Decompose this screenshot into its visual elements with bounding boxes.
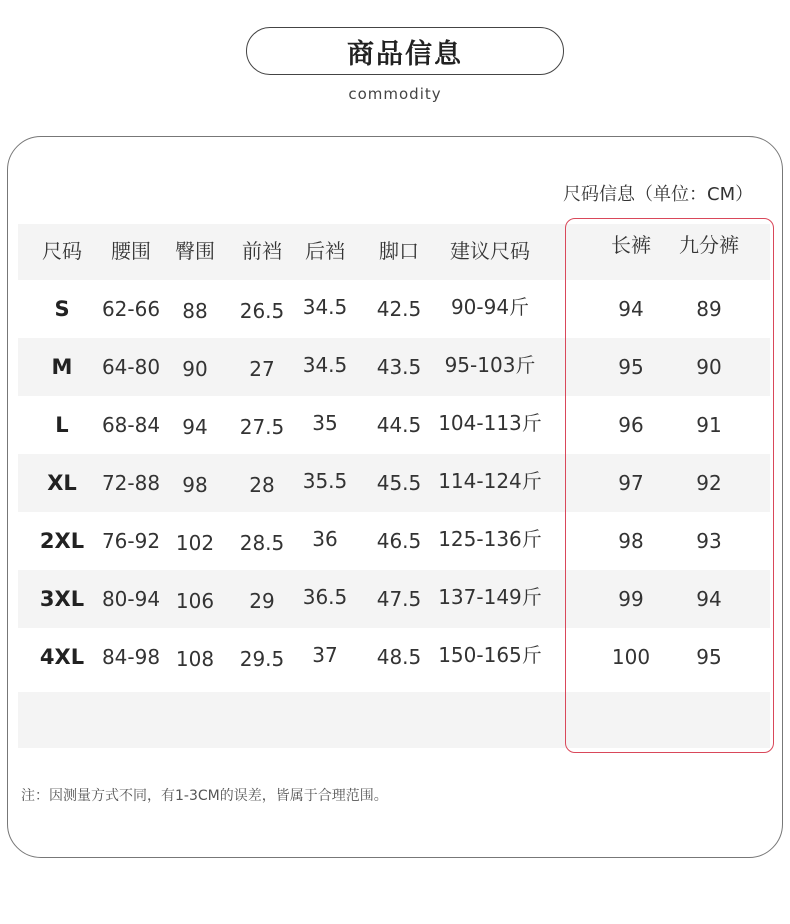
size-label: M <box>51 355 73 379</box>
size-label: S <box>54 297 70 321</box>
column-header: 尺码 <box>42 239 82 263</box>
table-cell: 48.5 <box>376 645 422 669</box>
table-cell: 45.5 <box>376 471 422 495</box>
table-cell: 125-136斤 <box>438 527 542 551</box>
table-cell: 93 <box>696 529 722 553</box>
table-cell: 76-92 <box>101 529 161 553</box>
table-cell: 94 <box>696 587 722 611</box>
table-cell: 29.5 <box>239 647 285 671</box>
table-cell: 99 <box>618 587 644 611</box>
table-cell: 98 <box>618 529 644 553</box>
table-cell: 91 <box>696 413 722 437</box>
table-cell: 96 <box>618 413 644 437</box>
table-cell: 62-66 <box>101 297 161 321</box>
table-cell: 84-98 <box>101 645 161 669</box>
table-cell: 95-103斤 <box>444 353 536 377</box>
table-cell: 98 <box>182 473 208 497</box>
table-cell: 108 <box>175 647 215 671</box>
table-cell: 37 <box>312 643 338 667</box>
size-label: L <box>55 413 69 437</box>
table-cell: 46.5 <box>376 529 422 553</box>
empty-band <box>18 692 770 748</box>
table-cell: 42.5 <box>376 297 422 321</box>
table-cell: 92 <box>696 471 722 495</box>
table-cell: 29 <box>249 589 275 613</box>
table-cell: 28 <box>249 473 275 497</box>
page-title: 商品信息 <box>246 27 564 75</box>
table-cell: 35.5 <box>302 469 348 493</box>
size-label: 3XL <box>39 587 85 611</box>
table-cell: 114-124斤 <box>438 469 542 493</box>
table-cell: 27.5 <box>239 415 285 439</box>
table-cell: 26.5 <box>239 299 285 323</box>
table-cell: 150-165斤 <box>438 643 542 667</box>
table-cell: 80-94 <box>101 587 161 611</box>
table-cell: 47.5 <box>376 587 422 611</box>
table-cell: 72-88 <box>101 471 161 495</box>
size-label: 4XL <box>39 645 85 669</box>
table-cell: 90 <box>696 355 722 379</box>
table-cell: 36 <box>312 527 338 551</box>
footnote: 注：因测量方式不同，有1-3CM的误差，皆属于合理范围。 <box>21 788 388 804</box>
table-cell: 64-80 <box>101 355 161 379</box>
column-header: 前裆 <box>242 239 282 263</box>
table-cell: 94 <box>182 415 208 439</box>
table-cell: 102 <box>175 531 215 555</box>
table-cell: 137-149斤 <box>438 585 542 609</box>
table-cell: 95 <box>696 645 722 669</box>
page-subtitle: commodity <box>348 85 442 103</box>
unit-note: 尺码信息（单位：CM） <box>563 184 754 205</box>
table-cell: 44.5 <box>376 413 422 437</box>
table-cell: 43.5 <box>376 355 422 379</box>
column-header: 长裤 <box>611 233 651 257</box>
table-cell: 88 <box>182 299 208 323</box>
table-cell: 90-94斤 <box>450 295 530 319</box>
table-cell: 36.5 <box>302 585 348 609</box>
table-cell: 90 <box>182 357 208 381</box>
column-header: 后裆 <box>305 239 345 263</box>
column-header: 臀围 <box>175 239 215 263</box>
column-header: 腰围 <box>111 239 151 263</box>
table-cell: 68-84 <box>101 413 161 437</box>
size-label: 2XL <box>39 529 85 553</box>
table-cell: 34.5 <box>302 295 348 319</box>
size-label: XL <box>47 471 77 495</box>
column-header: 脚口 <box>379 239 419 263</box>
table-cell: 106 <box>175 589 215 613</box>
table-cell: 100 <box>611 645 651 669</box>
column-header: 九分裤 <box>679 233 739 257</box>
table-cell: 89 <box>696 297 722 321</box>
table-cell: 97 <box>618 471 644 495</box>
table-cell: 95 <box>618 355 644 379</box>
table-cell: 104-113斤 <box>438 411 542 435</box>
table-cell: 35 <box>312 411 338 435</box>
table-cell: 27 <box>249 357 275 381</box>
table-cell: 34.5 <box>302 353 348 377</box>
table-cell: 94 <box>618 297 644 321</box>
column-header: 建议尺码 <box>450 239 530 263</box>
table-cell: 28.5 <box>239 531 285 555</box>
